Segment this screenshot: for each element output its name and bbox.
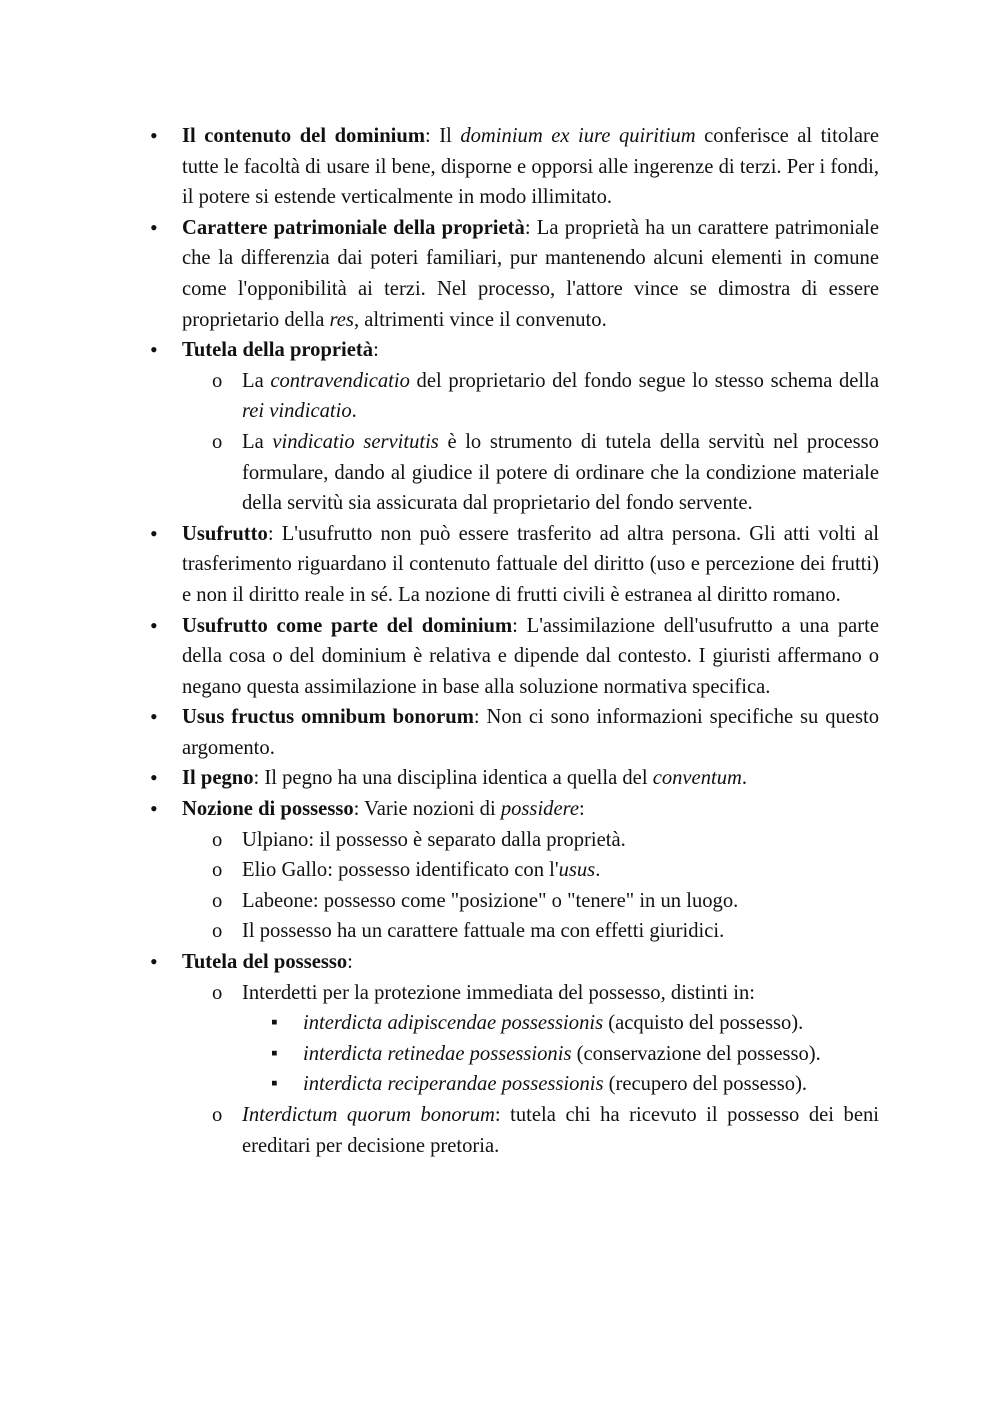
- italic-term: Interdictum quorum bonorum: [242, 1104, 495, 1126]
- sub-bullet-item: [242, 366, 879, 427]
- item-text: : L'usufrutto non può essere trasferito ad altra persona. Gli atti volti al trasferimento riguardano il contenuto fattuale del diritto (uso e percezione dei frutti) e non il diritto reale in sé. La nozione di frutti civili è estranea al diritto romano.: [182, 522, 879, 606]
- italic-term: interdicta adipiscendae possessionis: [303, 1012, 604, 1035]
- item-text: è lo strumento di tutela della servitù nel processo formulare, dando al giudice il potere di ordinare che la condizione materiale della servitù sia assicurata dal proprietario del fondo servente.: [242, 430, 879, 515]
- bullet-item: [182, 213, 879, 335]
- sub-bullet-item: [242, 978, 879, 1009]
- bullet-list: [182, 121, 879, 1161]
- item-heading: Usufrutto come parte del dominium: [182, 614, 513, 637]
- italic-term: dominium ex iure quiritium: [460, 125, 696, 147]
- bullet-item: [182, 947, 879, 978]
- sub-sub-bullet-item: [303, 1008, 879, 1039]
- item-text: : La proprietà ha un carattere patrimoniale che la differenzia dai poteri familiari, pur mantenendo alcuni elementi in comune come l'opponibilità ai terzi. Nel processo, l'attore vince se dimostra di essere proprietario della: [182, 216, 879, 331]
- italic-term: conventum: [652, 767, 742, 790]
- item-text: Il possesso ha un carattere fattuale ma con effetti giuridici.: [242, 920, 725, 943]
- sub-bullet-item: [242, 1100, 879, 1161]
- item-text: La: [242, 430, 273, 453]
- item-heading: Usufrutto: [182, 522, 268, 545]
- bullet-item: [182, 702, 879, 763]
- item-text: (recupero del possesso).: [603, 1073, 808, 1096]
- italic-term: vindicatio servitutis: [272, 430, 439, 453]
- bullet-item: [182, 794, 879, 825]
- item-text: .: [351, 400, 357, 423]
- bullet-item: [182, 335, 879, 366]
- sub-sub-bullet-item: [303, 1039, 879, 1070]
- item-heading: Il pegno: [182, 767, 254, 790]
- item-text: Elio Gallo: possesso identificato con l': [242, 859, 559, 882]
- item-text: :: [373, 339, 379, 362]
- item-heading: Usus fructus omnibum bonorum: [182, 706, 474, 729]
- item-text: Labeone: possesso come "posizione" o "tenere" in un luogo.: [242, 889, 739, 912]
- sub-bullet-item: [242, 427, 879, 519]
- item-text: :: [579, 798, 585, 821]
- item-text: (conservazione del possesso).: [571, 1042, 821, 1065]
- item-text: : L'assimilazione dell'usufrutto a una parte della cosa o del dominium è relativa e dipende dal contesto. I giuristi affermano o negano questa assimilazione in base alla soluzione normativa specifica.: [182, 614, 879, 698]
- italic-term: interdicta reciperandae possessionis: [303, 1073, 604, 1096]
- item-heading: Nozione di possesso: [182, 798, 354, 821]
- italic-term: rei vindicatio: [242, 400, 352, 423]
- item-text: : Il pegno ha una disciplina identica a quella del: [253, 767, 653, 790]
- sub-bullet-item: [242, 886, 879, 917]
- italic-term: contravendicatio: [270, 369, 410, 392]
- item-text: (acquisto del possesso).: [603, 1012, 804, 1035]
- item-text: : Varie nozioni di: [353, 798, 501, 821]
- item-text: : Non ci sono informazioni specifiche su questo argomento.: [182, 706, 879, 759]
- item-heading: Carattere patrimoniale della proprietà: [182, 216, 525, 239]
- sub-bullet-item: [242, 825, 879, 856]
- italic-term: usus: [558, 859, 596, 882]
- item-text: : Il: [424, 125, 461, 147]
- item-text: Ulpiano: il possesso è separato dalla proprietà.: [242, 828, 626, 851]
- item-text: del proprietario del fondo segue lo stesso schema della: [409, 369, 879, 392]
- sub-sub-bullet-item: [303, 1069, 879, 1100]
- item-text: , altrimenti vince il convenuto.: [353, 308, 607, 331]
- item-text: : tutela chi ha ricevuto il possesso dei beni ereditari per decisione pretoria.: [242, 1104, 879, 1157]
- bullet-item: [182, 121, 879, 213]
- item-text: conferisce al titolare tutte le facoltà di usare il bene, disporne e opporsi alle ingerenze di terzi. Per i fondi, il potere si estende verticalmente in modo illimitato.: [182, 125, 879, 209]
- sub-bullet-item: [242, 916, 879, 947]
- italic-term: interdicta retinedae possessionis: [303, 1042, 572, 1065]
- item-heading: Tutela del possesso: [182, 951, 348, 974]
- item-heading: Il contenuto del dominium: [182, 125, 425, 147]
- item-text: La: [242, 369, 271, 392]
- item-text: :: [347, 951, 353, 974]
- item-text: .: [741, 767, 748, 790]
- bullet-item: [182, 519, 879, 611]
- sub-bullet-item: [242, 855, 879, 886]
- item-text: .: [595, 859, 601, 882]
- bullet-item: [182, 763, 879, 794]
- italic-term: res: [329, 308, 354, 331]
- item-text: Interdetti per la protezione immediata del possesso, distinti in:: [242, 981, 756, 1004]
- item-heading: Tutela della proprietà: [182, 339, 374, 362]
- bullet-item: [182, 611, 879, 703]
- italic-term: possidere: [500, 798, 579, 821]
